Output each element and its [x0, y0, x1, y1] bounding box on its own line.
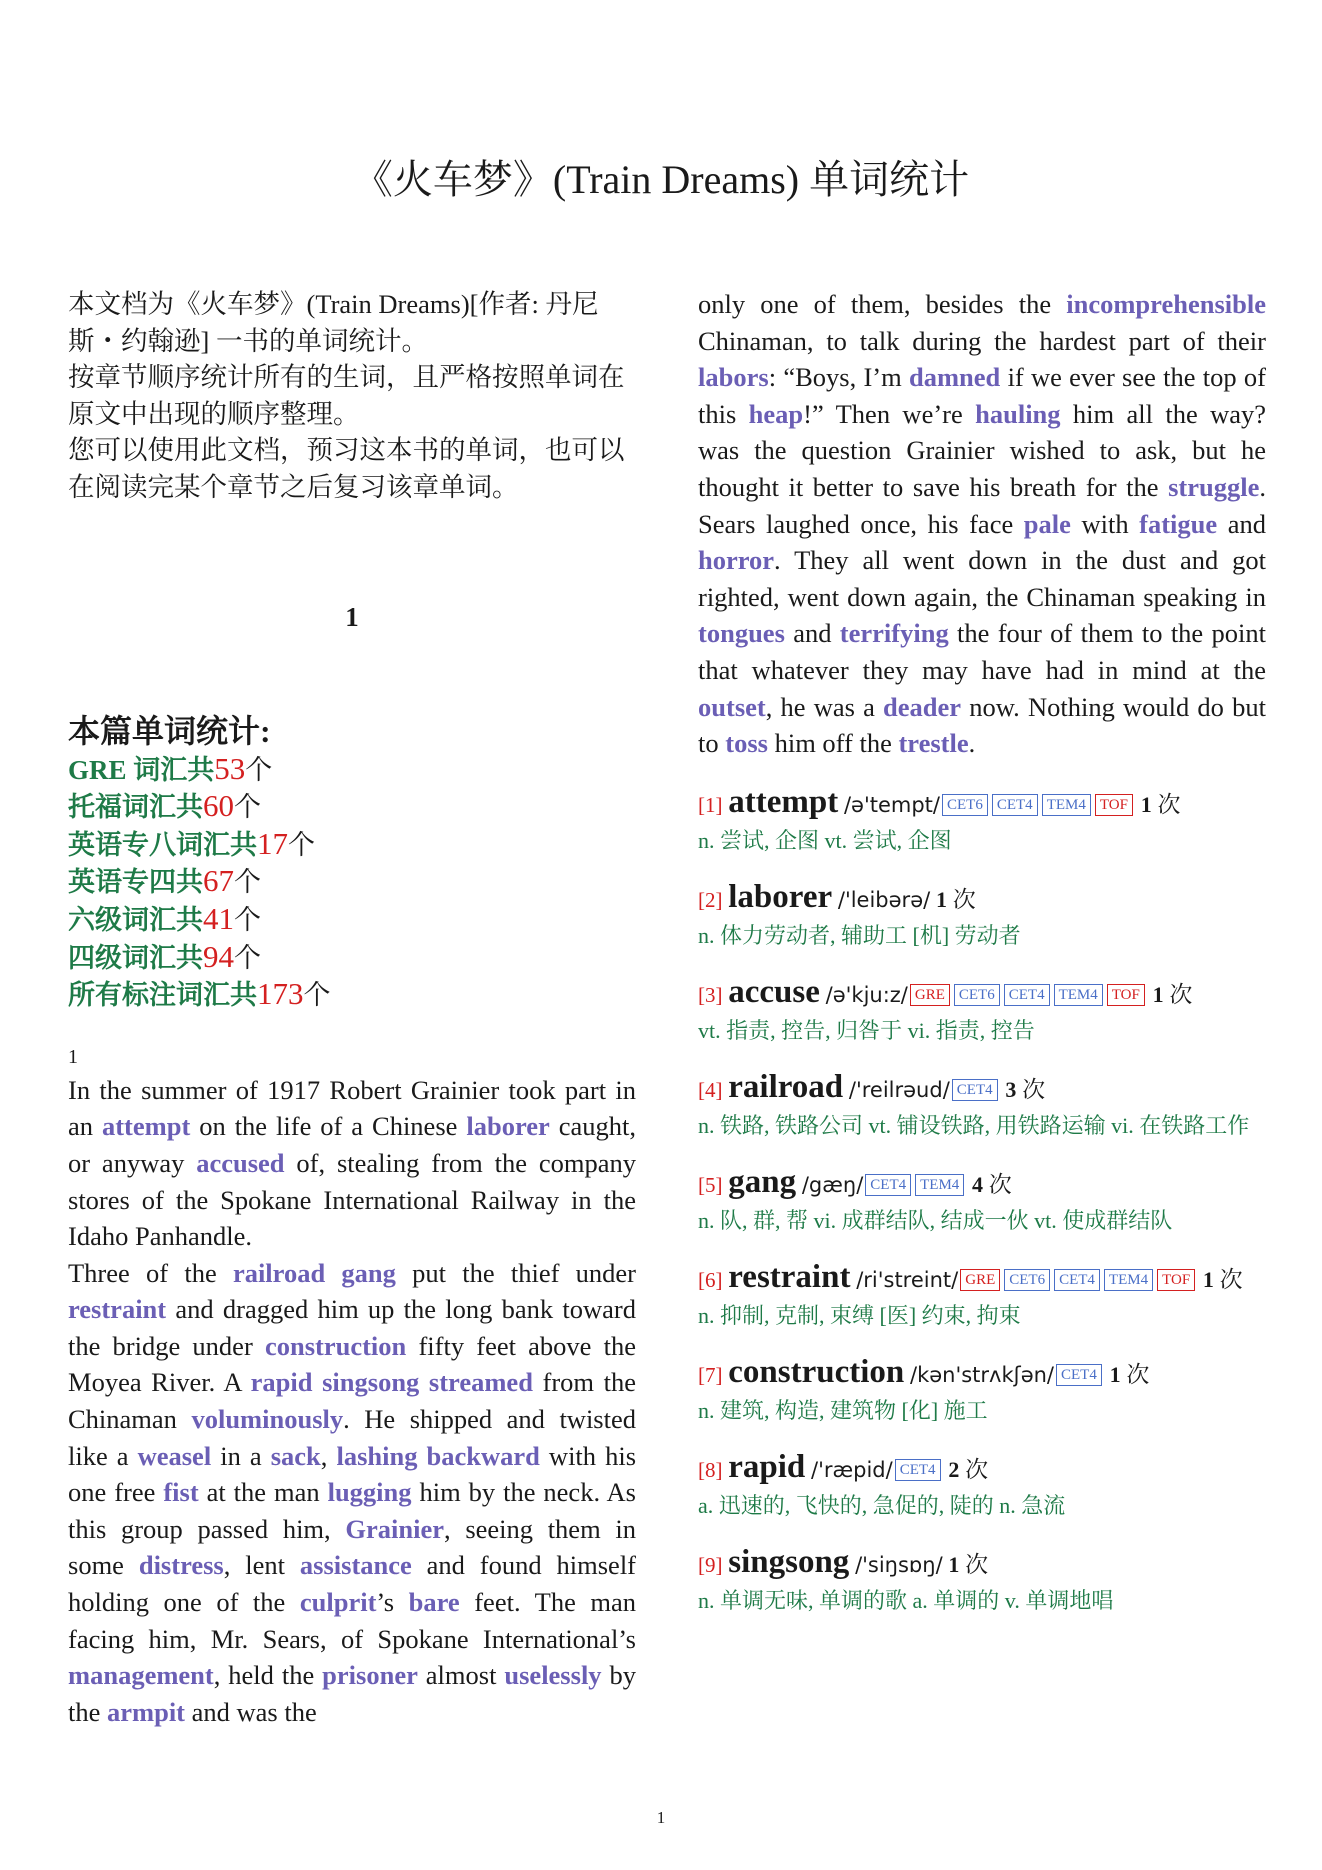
keyword: lugging [327, 1477, 412, 1508]
keyword: terrifying [839, 618, 949, 649]
entry-definition: n. 铁路, 铁路公司 vt. 铺设铁路, 用铁路运输 vi. 在铁路工作 [698, 1112, 1250, 1138]
entry-definition: n. 单调无味, 单调的歌 a. 单调的 v. 单调地唱 [698, 1587, 1114, 1613]
entry-definition: n. 尝试, 企图 vt. 尝试, 企图 [698, 827, 952, 853]
right-column [698, 286, 1266, 1639]
stat-row [68, 863, 636, 901]
vocab-entry [698, 784, 1266, 859]
keyword: deader [883, 691, 962, 722]
page-number: 1 [656, 1808, 666, 1827]
keyword: railroad gang [232, 1257, 396, 1288]
keyword: trestle [898, 728, 969, 759]
entry-phonetic: /'ræpid/ [811, 1457, 893, 1482]
stat-row [68, 901, 636, 939]
entry-index: [3] [698, 982, 723, 1007]
entry-phonetic: /'siŋsɒŋ/ [855, 1552, 943, 1577]
entry-line [698, 1544, 1266, 1583]
intro-line: 本文档为《火车梦》(Train Dreams)[作者: 丹尼斯・约翰逊] 一书的单词统计。 [68, 289, 599, 356]
entry-phonetic: /ə'kju:z/ [825, 982, 908, 1007]
entry-count-suffix: 次 [1126, 1361, 1150, 1387]
entry-line [698, 1449, 1266, 1488]
entry-count-suffix: 次 [1022, 1076, 1046, 1102]
stat-unit: 个 [288, 829, 315, 860]
entry-count: 4 [972, 1171, 984, 1197]
stat-unit: 个 [234, 867, 261, 898]
stat-count: 173 [257, 976, 304, 1012]
keyword: sack [270, 1440, 321, 1471]
keyword: restraint [68, 1294, 167, 1325]
entry-tag: TEM4 [1054, 984, 1103, 1006]
entry-count-suffix: 次 [952, 886, 976, 912]
entry-index: [8] [698, 1457, 723, 1482]
entry-count: 1 [1140, 791, 1152, 817]
entry-line [698, 1164, 1266, 1203]
entry-count-suffix: 次 [965, 1456, 989, 1482]
entry-tag: CET4 [895, 1459, 941, 1481]
entry-tag: CET4 [952, 1079, 998, 1101]
document-title: 《火车梦》(Train Dreams) 单词统计 [352, 157, 970, 202]
stat-count: 53 [214, 750, 246, 786]
keyword: hauling [975, 398, 1061, 429]
section-number: 1 [68, 1045, 78, 1068]
entry-count: 1 [1109, 1361, 1121, 1387]
keyword: uselessly [504, 1660, 602, 1691]
intro [68, 286, 636, 506]
stat-unit: 个 [234, 904, 261, 935]
keyword: fatigue [1139, 508, 1218, 539]
entry-count: 1 [1202, 1266, 1214, 1292]
stat-unit: 个 [245, 754, 273, 785]
entry-phonetic: /'reilrəud/ [848, 1077, 950, 1102]
stat-label: 英语专八词汇共 [68, 829, 257, 860]
entry-headword: gang [728, 1163, 797, 1200]
entry-tag: CET6 [954, 984, 1000, 1006]
vocab-entry [698, 1449, 1266, 1524]
keyword: voluminously [191, 1404, 344, 1435]
entry-definition: n. 建筑, 构造, 建筑物 [化] 施工 [698, 1397, 988, 1423]
entry-tag: TEM4 [1042, 794, 1091, 816]
keyword: management [68, 1660, 214, 1691]
keyword: heap [748, 398, 804, 429]
entry-line [698, 1259, 1266, 1298]
keyword: assistance [299, 1550, 412, 1581]
entry-definition: vt. 指责, 控告, 归咎于 vi. 指责, 控告 [698, 1017, 1035, 1043]
entry-tag: CET4 [1004, 984, 1050, 1006]
keyword: labors [698, 362, 769, 393]
vocabulary-list [698, 784, 1266, 1619]
keyword: construction [264, 1330, 407, 1361]
entry-headword: singsong [728, 1543, 850, 1580]
entry-count-suffix: 次 [1157, 791, 1181, 817]
keyword: accused [196, 1147, 285, 1178]
stat-label: 六级词汇共 [68, 904, 203, 935]
entry-index: [1] [698, 792, 723, 817]
entry-index: [7] [698, 1362, 723, 1387]
entry-count: 2 [948, 1456, 960, 1482]
keyword: culprit [299, 1587, 377, 1618]
entry-definition: n. 体力劳动者, 辅助工 [机] 劳动者 [698, 922, 1021, 948]
entry-headword: construction [728, 1353, 905, 1390]
vocab-entry [698, 879, 1266, 954]
keyword: struggle [1168, 471, 1260, 502]
chapter-heading: 1 [345, 601, 359, 632]
stat-label: 英语专四共 [68, 867, 203, 898]
stat-label: GRE 词汇共 [68, 754, 215, 785]
entry-headword: rapid [728, 1448, 806, 1485]
keyword: weasel [137, 1440, 212, 1471]
keyword: horror [698, 545, 775, 576]
entry-line [698, 1069, 1266, 1108]
passage-left: In the summer of 1917 Robert Grainier took part in an attempt on the life of a Chinese laborer caught, or anyway accused of, stealing from the company stores of the Spokane International Railway in the Idaho Panhandle. Three of the railroad gang put the thief under restraint and dragged him up the long bank toward the bridge under construction fifty feet above the Moyea River. A rapid singsong streamed from the Chinaman voluminously. He shipped and twisted like a weasel in a sack, lashing backward with his one free fist at the man lugging him by the neck. As this group passed him, Grainier, seeing them in some distress, lent assistance and found himself holding one of the culprit’s bare feet. The man facing him, Mr. Sears, of Spokane International’s management, held the prisoner almost uselessly by the armpit and was the [68, 1074, 637, 1727]
stat-label: 所有标注词汇共 [68, 980, 257, 1011]
stat-row [68, 826, 636, 864]
keyword: damned [908, 362, 1001, 393]
stat-row [68, 939, 636, 977]
entry-count: 1 [1152, 981, 1164, 1007]
entry-count-suffix: 次 [988, 1171, 1012, 1197]
keyword: fist [163, 1477, 199, 1508]
keyword: armpit [107, 1696, 186, 1727]
keyword: rapid singsong [250, 1367, 420, 1398]
stat-unit: 个 [234, 792, 261, 823]
stats-heading: 本篇单词统计: [68, 712, 271, 749]
intro-line: 您可以使用此文档，预习这本书的单词，也可以在阅读完某个章节之后复习该章单词。 [68, 435, 625, 502]
entry-count-suffix: 次 [965, 1551, 989, 1577]
keyword: bare [408, 1587, 460, 1618]
entry-line [698, 974, 1266, 1013]
stat-label: 托福词汇共 [68, 792, 203, 823]
keyword: tongues [698, 618, 785, 649]
keyword: prisoner [322, 1660, 418, 1691]
entry-index: [6] [698, 1267, 723, 1292]
entry-headword: accuse [728, 973, 820, 1010]
entry-tag: CET6 [1004, 1269, 1050, 1291]
vocab-entry [698, 974, 1266, 1049]
entry-count: 1 [935, 886, 947, 912]
entry-definition: n. 抑制, 克制, 束缚 [医] 约束, 拘束 [698, 1302, 1021, 1328]
entry-phonetic: /ə'tempt/ [843, 792, 940, 817]
keyword: Grainier [345, 1513, 444, 1544]
entry-count: 1 [948, 1551, 960, 1577]
stat-count: 67 [203, 863, 234, 899]
stats-list [68, 751, 636, 1014]
entry-tag: CET4 [992, 794, 1038, 816]
entry-headword: laborer [728, 878, 833, 915]
entry-tag: TEM4 [915, 1174, 964, 1196]
keyword: toss [725, 728, 768, 759]
stat-row [68, 976, 636, 1014]
entry-index: [9] [698, 1552, 723, 1577]
stat-count: 17 [257, 825, 288, 861]
stat-unit: 个 [303, 980, 331, 1011]
entry-definition: a. 迅速的, 飞快的, 急促的, 陡的 n. 急流 [698, 1492, 1066, 1518]
stat-count: 94 [203, 938, 234, 974]
entry-count-suffix: 次 [1219, 1266, 1243, 1292]
stat-row [68, 788, 636, 826]
intro-line: 按章节顺序统计所有的生词，且严格按照单词在原文中出现的顺序整理。 [68, 362, 625, 429]
stat-row [68, 751, 636, 789]
keyword: lashing backward [336, 1440, 540, 1471]
entry-phonetic: /'leibərə/ [837, 887, 931, 912]
keyword: attempt [101, 1111, 191, 1142]
entry-count: 3 [1005, 1076, 1017, 1102]
vocab-entry [698, 1069, 1266, 1144]
entry-definition: n. 队, 群, 帮 vi. 成群结队, 结成一伙 vt. 使成群结队 [698, 1207, 1173, 1233]
entry-headword: attempt [728, 783, 839, 820]
entry-line [698, 1354, 1266, 1393]
stat-count: 60 [203, 788, 234, 824]
entry-index: [4] [698, 1077, 723, 1102]
left-column [68, 286, 636, 1730]
stat-label: 四级词汇共 [68, 942, 203, 973]
entry-tag: TOF [1095, 794, 1133, 816]
keyword: laborer [466, 1111, 550, 1142]
entry-headword: restraint [728, 1258, 851, 1295]
keyword: distress [138, 1550, 224, 1581]
entry-index: [5] [698, 1172, 723, 1197]
keyword: incomprehensible [1066, 289, 1266, 319]
keyword: streamed [428, 1367, 533, 1398]
entry-tag: GRE [910, 984, 950, 1006]
entry-tag: CET4 [865, 1174, 911, 1196]
vocab-entry [698, 1164, 1266, 1239]
keyword: outset [698, 691, 766, 722]
vocab-entry [698, 1354, 1266, 1429]
stat-count: 41 [203, 900, 234, 936]
keyword: pale [1023, 508, 1071, 539]
vocab-entry [698, 1259, 1266, 1334]
entry-phonetic: /kən'strʌkʃən/ [910, 1362, 1054, 1387]
entry-tag: TOF [1157, 1269, 1195, 1291]
entry-headword: railroad [728, 1068, 844, 1105]
entry-index: [2] [698, 887, 723, 912]
entry-tag: CET4 [1054, 1269, 1100, 1291]
entry-line [698, 784, 1266, 823]
passage-right: only one of them, besides the incomprehensible Chinaman, to talk during the hardest part of their labors: “Boys, I’m damned if we ever see the top of this heap!” Then we’re hauling him all the way? was the question Grainier wished to ask, but he thought it better to save his breath for the struggle. Sears laughed once, his face pale with fatigue and horror. They all went down in the dust and got righted, went down again, the Chinaman speaking in tongues and terrifying the four of them to the point that whatever they may have had in mind at the outset, he was a deader now. Nothing would do but to toss him off the trestle. [698, 289, 1266, 759]
entry-line [698, 879, 1266, 918]
entry-count-suffix: 次 [1169, 981, 1193, 1007]
entry-tag: TEM4 [1104, 1269, 1153, 1291]
vocab-entry [698, 1544, 1266, 1619]
stat-unit: 个 [234, 942, 261, 973]
entry-phonetic: /ri'streint/ [856, 1267, 959, 1292]
entry-tag: CET6 [942, 794, 988, 816]
entry-tag: CET4 [1056, 1364, 1102, 1386]
entry-phonetic: /gæŋ/ [801, 1172, 864, 1197]
entry-tag: GRE [960, 1269, 1000, 1291]
entry-tag: TOF [1107, 984, 1145, 1006]
